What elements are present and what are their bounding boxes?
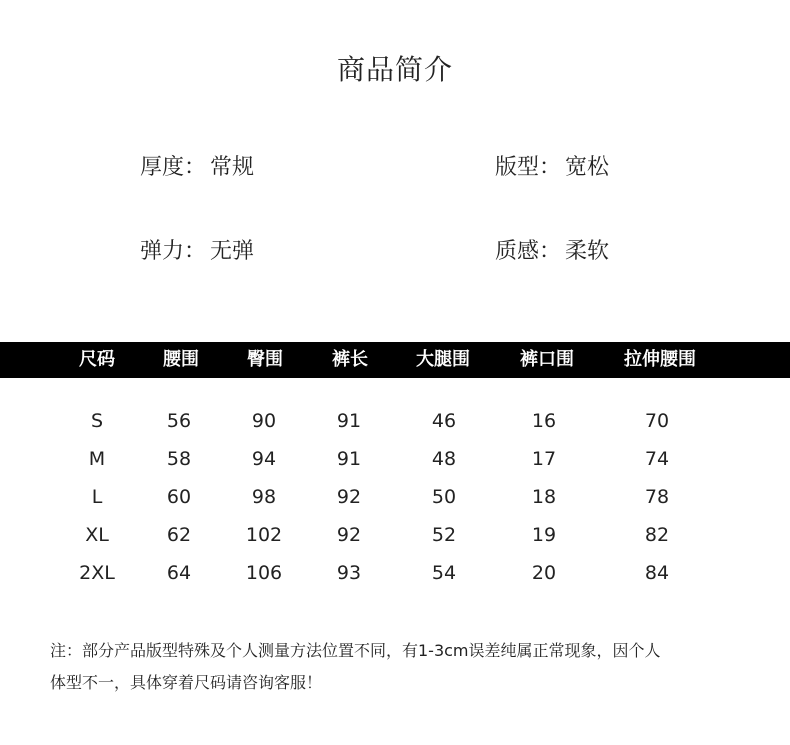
table-row [0,520,790,550]
attr-thickness-sep: ： [184,155,207,180]
header-thigh: 大腿围 [416,349,470,370]
cell-hip: 98 [251,486,277,508]
cell-hip: 102 [245,524,283,546]
attr-fit-sep: ： [539,155,562,180]
attr-elasticity-label: 弹力 [140,239,185,264]
cell-stretch-waist: 84 [644,562,670,584]
cell-leg-opening: 17 [531,448,557,470]
cell-length: 92 [336,524,362,546]
page-title: 商品简介 [336,53,453,86]
cell-leg-opening: 18 [531,486,557,508]
attr-elasticity-value: 无弹 [210,239,255,264]
cell-length: 92 [336,486,362,508]
cell-thigh: 54 [431,562,457,584]
cell-size: M [88,448,106,470]
cell-size: S [90,410,104,432]
cell-waist: 58 [166,448,192,470]
header-waist: 腰围 [163,349,199,370]
cell-thigh: 48 [431,448,457,470]
attr-fit [495,150,609,181]
attr-texture-label: 质感 [495,239,540,264]
table-row [0,482,790,512]
attr-thickness-label: 厚度 [140,155,185,180]
attr-texture [495,234,609,265]
cell-length: 91 [336,410,362,432]
cell-stretch-waist: 74 [644,448,670,470]
cell-hip: 106 [245,562,283,584]
header-size: 尺码 [79,349,115,370]
table-row [0,406,790,436]
cell-waist: 56 [166,410,192,432]
cell-waist: 62 [166,524,192,546]
header-stretch-waist: 拉伸腰围 [624,349,696,370]
size-table-header [0,342,790,378]
header-hip: 臀围 [247,349,283,370]
attr-thickness [140,150,254,181]
cell-hip: 90 [251,410,277,432]
attr-elasticity [140,234,254,265]
note-line-2: 体型不一，具体穿着尺码请咨询客服！ [50,673,323,692]
cell-length: 93 [336,562,362,584]
cell-length: 91 [336,448,362,470]
cell-hip: 94 [251,448,277,470]
cell-leg-opening: 19 [531,524,557,546]
header-length: 裤长 [332,349,368,370]
attr-fit-label: 版型 [495,155,540,180]
cell-waist: 64 [166,562,192,584]
table-row [0,444,790,474]
attr-fit-value: 宽松 [565,155,610,180]
cell-thigh: 50 [431,486,457,508]
table-row [0,558,790,588]
cell-leg-opening: 16 [531,410,557,432]
note-line-1: 注：部分产品版型特殊及个人测量方法位置不同，有1-3cm误差纯属正常现象，因个人 [50,641,661,660]
cell-waist: 60 [166,486,192,508]
header-leg-opening: 裤口围 [520,349,574,370]
cell-leg-opening: 20 [531,562,557,584]
cell-stretch-waist: 78 [644,486,670,508]
cell-thigh: 52 [431,524,457,546]
cell-size: L [91,486,103,508]
cell-size: 2XL [79,562,115,584]
attr-texture-value: 柔软 [565,239,610,264]
cell-stretch-waist: 82 [644,524,670,546]
attr-elasticity-sep: ： [184,239,207,264]
attr-texture-sep: ： [539,239,562,264]
cell-stretch-waist: 70 [644,410,670,432]
cell-size: XL [85,524,109,546]
attr-thickness-value: 常规 [210,155,255,180]
cell-thigh: 46 [431,410,457,432]
